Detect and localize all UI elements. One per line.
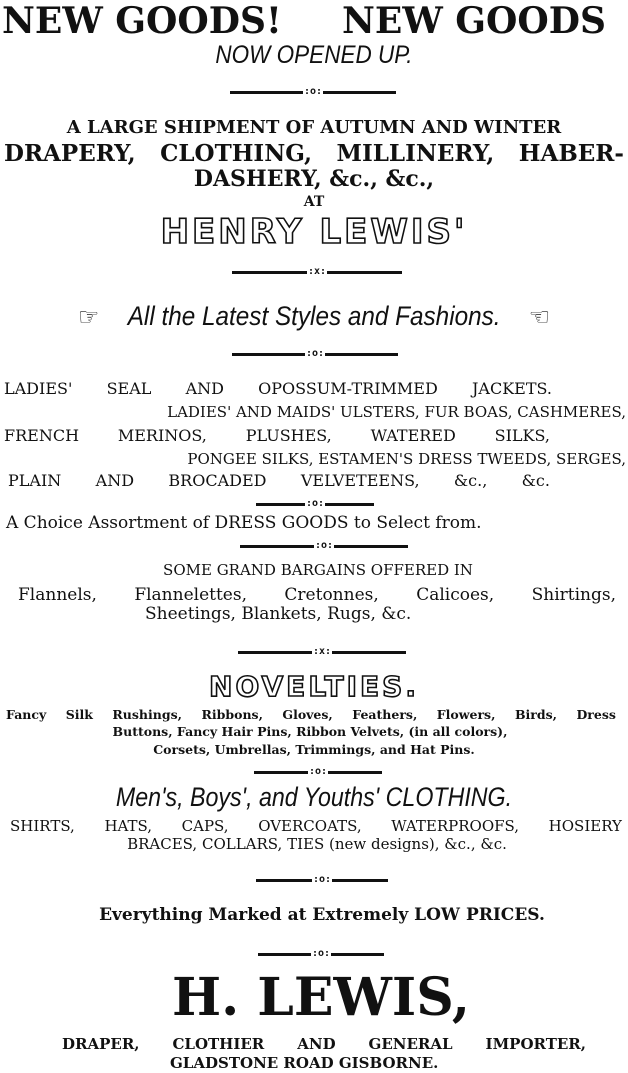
footer-line-1: DRAPER, CLOTHIER AND GENERAL IMPORTER,	[62, 1035, 586, 1053]
shipment-line-2: DRAPERY, CLOTHING, MILLINERY, HABER-	[4, 140, 624, 167]
clothing-line-2: BRACES, COLLARS, TIES (new designs), &c., &c.	[127, 835, 507, 853]
headline	[0, 0, 628, 42]
separator: :o:	[256, 874, 388, 886]
separator: :o:	[254, 766, 382, 778]
bargains-line-2: Flannels, Flannelettes, Cretonnes, Calicoes, Shirtings,	[18, 585, 616, 605]
ladies-line-5: PLAIN AND BROCADED VELVETEENS, &c., &c.	[8, 471, 550, 490]
bargains-line-1: SOME GRAND BARGAINS OFFERED IN	[163, 561, 473, 579]
shipment-at: AT	[303, 194, 325, 210]
clothing-title: Men's, Boys', and Youths' CLOTHING.	[115, 782, 513, 812]
novelties-line-1: Fancy Silk Rushings, Ribbons, Gloves, Feathers, Flowers, Birds, Dress	[6, 707, 616, 722]
bargains-line-3: Sheetings, Blankets, Rugs, &c.	[145, 604, 412, 624]
ladies-line-3: FRENCH MERINOS, PLUSHES, WATERED SILKS,	[4, 426, 550, 445]
separator: :o:	[230, 86, 396, 98]
separator: :x:	[238, 646, 406, 658]
ladies-line-4: PONGEE SILKS, ESTAMEN'S DRESS TWEEDS, SERGES,	[187, 450, 626, 468]
dress-goods-line: A Choice Assortment of DRESS GOODS to Select from.	[6, 513, 482, 533]
shipment-line-1: A LARGE SHIPMENT OF AUTUMN AND WINTER	[66, 117, 562, 138]
separator: :x:	[232, 266, 402, 278]
ladies-line-2: LADIES' AND MAIDS' ULSTERS, FUR BOAS, CASHMERES,	[167, 403, 626, 421]
shipment-line-3: DASHERY, &c., &c.,	[193, 166, 435, 192]
novelties-title: NOVELTIES.	[209, 670, 419, 703]
headline-right: NEW GOODS	[342, 0, 606, 42]
fashions-line	[0, 296, 628, 337]
novelties-line-2: Buttons, Fancy Hair Pins, Ribbon Velvets, (in all colors),	[112, 724, 508, 739]
separator: :o:	[232, 348, 398, 360]
separator: :o:	[240, 540, 408, 552]
footer-line-2: GLADSTONE ROAD GISBORNE.	[170, 1054, 439, 1072]
ladies-line-1: LADIES' SEAL AND OPOSSUM-TRIMMED JACKETS.	[4, 379, 552, 398]
novelties-line-3: Corsets, Umbrellas, Trimmings, and Hat Pins.	[153, 742, 475, 757]
pointing-hand-left-icon: ☜	[528, 303, 551, 331]
headline-left: NEW GOODS!	[2, 0, 282, 42]
clothing-line-1: SHIRTS, HATS, CAPS, OVERCOATS, WATERPROOFS, HOSIERY	[10, 817, 622, 835]
subheadline: NOW OPENED UP.	[215, 41, 413, 69]
fashions-text: All the Latest Styles and Fashions.	[127, 301, 501, 331]
separator: :o:	[258, 948, 384, 960]
separator: :o:	[256, 498, 374, 510]
store-signature: H. LEWIS,	[171, 967, 471, 1028]
store-name: HENRY LEWIS'	[160, 212, 468, 252]
pointing-hand-right-icon: ☞	[77, 303, 100, 331]
prices-line: Everything Marked at Extremely LOW PRICES.	[99, 905, 545, 925]
